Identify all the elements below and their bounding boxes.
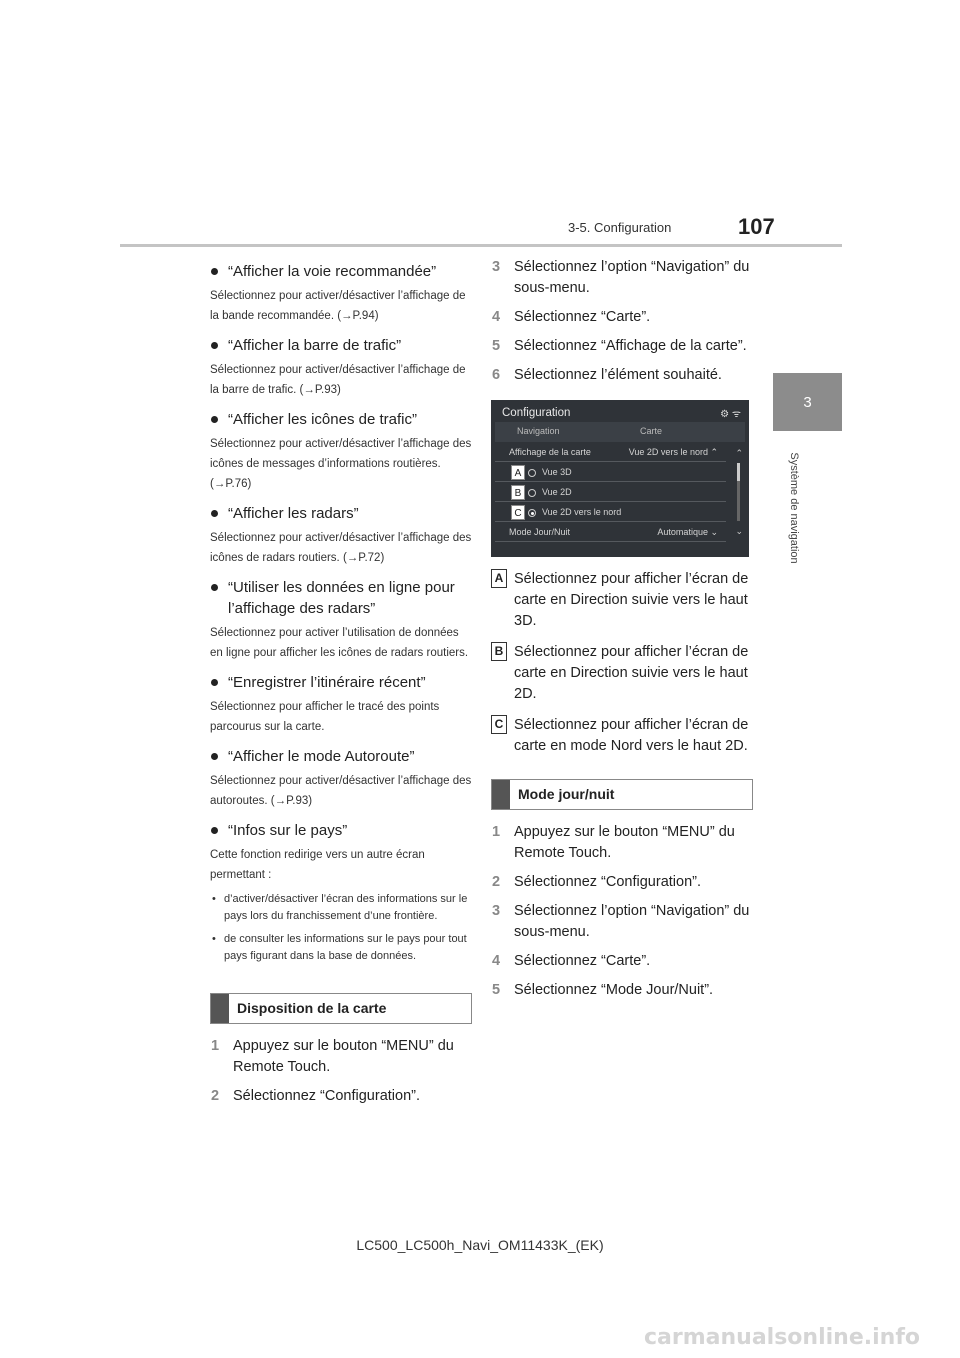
scroll-up-icon[interactable]: ⌃ [735, 448, 743, 458]
sub-item-text: de consulter les informations sur le pays pour tout pays figurant dans la base de données. [224, 933, 467, 962]
map-display-value: Vue 2D vers le nord ⌃ [628, 447, 718, 457]
step-text: Appuyez sur le bouton “MENU” du Remote Touch. [233, 1038, 454, 1075]
tab-carte[interactable]: Carte [640, 426, 663, 436]
step [491, 822, 753, 864]
step-text: Sélectionnez “Affichage de la carte”. [514, 338, 747, 354]
bullet-title: “Afficher les radars” [228, 505, 359, 522]
badge-b: B [491, 642, 507, 661]
badge-c: C [491, 715, 507, 734]
section-header-title: Mode jour/nuit [518, 786, 615, 802]
option-label: Vue 3D [542, 467, 572, 477]
option-3d[interactable] [495, 464, 726, 482]
map-display-label: Affichage de la carte [509, 447, 591, 457]
map-display-row[interactable] [495, 444, 726, 462]
chapter-label [784, 440, 804, 575]
left-column [210, 252, 472, 1107]
bullet-title: “Enregistrer l’itinéraire récent” [228, 674, 426, 691]
bullet-title: “Afficher les icônes de trafic” [228, 411, 417, 428]
bullet-desc: Cette fonction redirige vers un autre écran permettant : [210, 849, 425, 881]
bullet-desc: Sélectionnez pour afficher le tracé des points parcourus sur la carte. [210, 701, 440, 733]
scroll-down-icon[interactable]: ⌄ [735, 526, 743, 536]
bullet-item [210, 409, 472, 494]
step-text: Sélectionnez “Carte”. [514, 953, 651, 969]
step-number: 1 [211, 1038, 220, 1054]
explanation-text: Sélectionnez pour afficher l’écran de carte en Direction suivie vers le haut 2D. [514, 644, 749, 702]
option-label: Vue 2D vers le nord [542, 507, 622, 517]
bullet-desc: Sélectionnez pour activer/désactiver l’affichage des icônes de radars routiers. (→P.72) [210, 532, 472, 564]
document-code: LC500_LC500h_Navi_OM11433K_(EK) [356, 1237, 604, 1253]
chapter-label-text: Système de navigation [788, 451, 800, 564]
nav-screen-illustration [491, 400, 749, 557]
step [491, 980, 753, 1001]
scrollbar-thumb[interactable] [737, 463, 740, 481]
badge-c: C [511, 505, 525, 520]
badge-a: A [511, 465, 525, 480]
section-title: 3-5. Configuration [568, 220, 672, 235]
day-night-row[interactable] [495, 524, 726, 542]
step-number: 5 [492, 982, 501, 998]
bullet-title: “Utiliser les données en ligne pour l’affichage des radars” [228, 579, 455, 617]
watermark: carmanualsonline.info [644, 1325, 920, 1350]
bullet-desc: Sélectionnez pour activer/désactiver l’affichage des autoroutes. (→P.93) [210, 775, 472, 807]
step-text: Sélectionnez “Configuration”. [233, 1088, 420, 1104]
scrollbar[interactable] [737, 463, 740, 521]
bullet-icon [211, 679, 218, 686]
option-label: Vue 2D [542, 487, 572, 497]
bullet-item [210, 577, 472, 663]
explanation-text: Sélectionnez pour afficher l’écran de carte en Direction suivie vers le haut 3D. [514, 571, 749, 629]
bullet-title: “Afficher la barre de trafic” [228, 337, 402, 354]
bullet-icon [211, 342, 218, 349]
bullet-desc: Sélectionnez pour activer l’utilisation de données en ligne pour afficher les icônes de radars routiers. [210, 627, 469, 659]
step-text: Sélectionnez l’option “Navigation” du sous-menu. [514, 259, 750, 296]
page-number: 107 [738, 214, 775, 239]
section-header-bar [492, 780, 510, 809]
sub-item [210, 931, 472, 965]
step [491, 336, 753, 357]
step [491, 307, 753, 328]
sub-bullet-icon: • [212, 933, 216, 945]
chapter-tab: 3 [773, 373, 842, 431]
step [210, 1086, 472, 1107]
step-number: 2 [492, 874, 501, 890]
bullet-desc: Sélectionnez pour activer/désactiver l’affichage des icônes de messages d’informations routières. (→P.76) [210, 438, 472, 490]
step-text: Sélectionnez “Configuration”. [514, 874, 701, 890]
step-number: 3 [492, 903, 501, 919]
bullet-icon [211, 584, 218, 591]
step-text: Sélectionnez l’élément souhaité. [514, 367, 722, 383]
bullet-item [210, 672, 472, 737]
step-text: Sélectionnez “Carte”. [514, 309, 651, 325]
bullet-icon [211, 268, 218, 275]
step-text: Appuyez sur le bouton “MENU” du Remote Touch. [514, 824, 735, 861]
radio-icon [528, 489, 536, 497]
screen-title: Configuration [502, 407, 571, 419]
status-icons: ⚙ ᯤ [720, 409, 741, 420]
sub-item-text: d’activer/désactiver l’écran des informations sur le pays lors du franchissement d’une frontière. [224, 893, 468, 922]
step [491, 951, 753, 972]
bullet-desc: Sélectionnez pour activer/désactiver l’affichage de la bande recommandée. (→P.94) [210, 290, 466, 322]
bullet-item [210, 503, 472, 568]
step-number: 3 [492, 259, 501, 275]
step-number: 4 [492, 309, 501, 325]
radio-icon [528, 469, 536, 477]
step [491, 872, 753, 893]
explanation-text: Sélectionnez pour afficher l’écran de carte en mode Nord vers le haut 2D. [514, 717, 749, 754]
bullet-item [210, 746, 472, 811]
sub-item [210, 891, 472, 925]
bullet-title: “Afficher la voie recommandée” [228, 263, 437, 280]
bullet-desc: Sélectionnez pour activer/désactiver l’affichage de la barre de trafic. (→P.93) [210, 364, 466, 396]
radio-selected-icon [528, 509, 536, 517]
option-2d[interactable] [495, 484, 726, 502]
step [491, 365, 753, 386]
step-number: 6 [492, 367, 501, 383]
section-header [210, 993, 472, 1024]
right-column [491, 252, 753, 1001]
bullet-icon [211, 416, 218, 423]
option-explanation [491, 715, 753, 757]
step-number: 1 [492, 824, 501, 840]
bullet-icon [211, 827, 218, 834]
section-header-bar [211, 994, 229, 1023]
bullet-item [210, 820, 472, 885]
step-number: 5 [492, 338, 501, 354]
badge-b: B [511, 485, 525, 500]
step-number: 4 [492, 953, 501, 969]
bullet-title: “Infos sur le pays” [228, 822, 348, 839]
header-rule [120, 244, 842, 247]
bullet-icon [211, 510, 218, 517]
step-number: 2 [211, 1088, 220, 1104]
step [210, 1036, 472, 1078]
sub-bullet-icon: • [212, 893, 216, 905]
option-2d-north[interactable] [495, 504, 726, 522]
option-explanation [491, 569, 753, 632]
tab-navigation[interactable]: Navigation [517, 426, 560, 436]
option-explanation [491, 642, 753, 705]
badge-a: A [491, 569, 507, 588]
step [491, 901, 753, 943]
bullet-item [210, 261, 472, 326]
step-text: Sélectionnez l’option “Navigation” du sous-menu. [514, 903, 750, 940]
day-night-value: Automatique ⌄ [657, 527, 718, 537]
screen-tabs [495, 422, 745, 442]
bullet-icon [211, 753, 218, 760]
step [491, 257, 753, 299]
section-header [491, 779, 753, 810]
day-night-label: Mode Jour/Nuit [509, 527, 571, 537]
step-text: Sélectionnez “Mode Jour/Nuit”. [514, 982, 714, 998]
bullet-item [210, 335, 472, 400]
bullet-title: “Afficher le mode Autoroute” [228, 748, 415, 765]
section-header-title: Disposition de la carte [237, 1000, 387, 1016]
